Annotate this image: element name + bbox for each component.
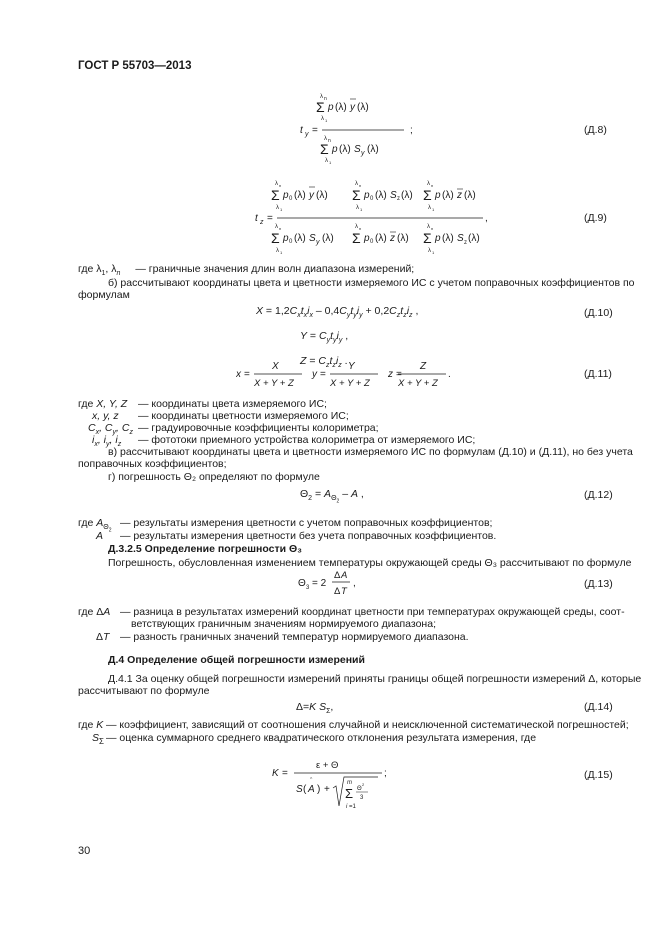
where-lambda-line: где $\lambda_1$, $\lambda_n$ — граничные значения длин волн диапазона измерений; <box>78 263 415 278</box>
eq-number-d13: (Д.13) <box>584 578 613 590</box>
eq-number-d10: (Д.10) <box>584 307 613 319</box>
svg-text:n: n <box>324 96 327 102</box>
svg-text:S: S <box>309 233 316 244</box>
def-xyz-lower: x, y, z — координаты цветности измеряемого ИС; <box>92 410 349 422</box>
svg-text:=: = <box>312 125 318 136</box>
svg-text:0: 0 <box>289 239 293 245</box>
svg-text:0: 0 <box>370 196 374 202</box>
svg-text:λ: λ <box>275 181 278 187</box>
svg-text:λ: λ <box>355 181 358 187</box>
svg-text:p: p <box>328 102 334 113</box>
svg-text:Σ: Σ <box>320 141 329 157</box>
eq-number-d8: (Д.8) <box>584 124 607 136</box>
svg-text:(λ): (λ) <box>442 233 454 244</box>
svg-text:y: y <box>350 102 355 113</box>
svg-text:Z: Z <box>420 361 427 372</box>
svg-text:Δ: Δ <box>334 570 341 581</box>
svg-text:n: n <box>431 226 434 231</box>
def-c: $C_x$, $C_y$, $C_z$ — градуировочные коэффициенты колориметра; <box>88 422 379 437</box>
svg-text:p: p <box>283 190 289 201</box>
svg-text:λ: λ <box>427 224 430 230</box>
svg-text:=: = <box>282 768 288 779</box>
svg-text:1: 1 <box>325 118 328 123</box>
svg-text:1: 1 <box>432 207 435 212</box>
svg-text:1: 1 <box>329 160 332 165</box>
svg-text:S: S <box>390 190 397 201</box>
formula-d15 <box>272 758 392 818</box>
svg-text:A: A <box>341 570 348 581</box>
svg-text:X + Y + Z: X + Y + Z <box>254 378 294 389</box>
item-b: б) рассчитывают координаты цвета и цветности измеряемого ИС с учетом поправочных коэффициентов по <box>108 277 635 289</box>
def-a-theta: где $A_{\Theta_2}$ — результаты измерения цветности с учетом поправочных коэффициентов; <box>78 517 493 534</box>
svg-text:(λ): (λ) <box>294 233 306 244</box>
svg-text:Δ: Δ <box>334 586 341 597</box>
svg-text:n: n <box>279 226 282 231</box>
svg-text:(λ): (λ) <box>468 233 480 244</box>
svg-text:i: i <box>346 804 348 810</box>
svg-text:λ: λ <box>428 205 431 211</box>
svg-text:K: K <box>272 768 279 779</box>
svg-text:p: p <box>283 233 289 244</box>
svg-text:= 2: = 2 <box>312 578 327 589</box>
svg-text:m: m <box>347 780 352 786</box>
svg-text:x: x <box>236 369 241 380</box>
svg-text:y: y <box>361 150 365 157</box>
svg-text:Σ: Σ <box>423 230 432 246</box>
svg-text:;: ; <box>384 768 387 779</box>
svg-text:1: 1 <box>360 207 363 212</box>
svg-text:λ: λ <box>428 248 431 254</box>
svg-text:1: 1 <box>280 250 283 254</box>
svg-text:+: + <box>324 784 330 795</box>
svg-text:ˆ: ˆ <box>310 778 313 785</box>
svg-text:(λ): (λ) <box>375 233 387 244</box>
svg-text:Σ: Σ <box>345 786 354 801</box>
svg-text:X + Y + Z: X + Y + Z <box>330 378 370 389</box>
svg-text:n: n <box>431 183 434 188</box>
svg-text:=1: =1 <box>349 804 356 810</box>
svg-text:,: , <box>485 213 488 224</box>
svg-text:(λ): (λ) <box>322 233 334 244</box>
svg-text:(λ): (λ) <box>401 190 413 201</box>
def-k: где K — коэффициент, зависящий от соотношения случайной и неисключенной систематической погрешностей; <box>78 719 629 731</box>
def-s-sum: $S_\Sigma$ — оценка суммарного среднего квадратического отклонения результата измерения, где <box>92 732 537 747</box>
svg-text:S: S <box>296 784 303 795</box>
svg-text:Σ: Σ <box>352 230 361 246</box>
svg-text:ε + Θ: ε + Θ <box>316 760 339 771</box>
formula-d10: $X = 1,2C_xt_xi_x - 0,4C_yt_yi_y + 0,2C_zt_zi_z$ , $Y = C_yt_yi_y$ , $Z = C_zt_zi_z$ . <box>256 305 419 370</box>
def-delta-a: где ΔA — разница в результатах измерений координат цветности при температурах окружающей среды, соот- <box>78 606 625 618</box>
document-header: ГОСТ Р 55703—2013 <box>78 60 192 72</box>
svg-text:X + Y + Z: X + Y + Z <box>398 378 438 389</box>
svg-text:n: n <box>359 183 362 188</box>
svg-text:(λ): (λ) <box>294 190 306 201</box>
svg-text:y: y <box>309 190 314 201</box>
svg-text:y: y <box>305 131 309 138</box>
def-xyz-upper: где X, Y, Z — координаты цвета измеряемого ИС; <box>78 398 327 410</box>
svg-text:z: z <box>457 190 462 201</box>
svg-text:X: X <box>272 361 279 372</box>
formula-d13 <box>298 568 378 600</box>
formula-d8 <box>300 90 450 165</box>
item-v-cont: поправочных коэффициентов; <box>78 458 227 470</box>
svg-text:z: z <box>390 233 395 244</box>
svg-text:(λ): (λ) <box>464 190 476 201</box>
svg-text:z: z <box>388 369 393 380</box>
svg-text:p: p <box>435 190 441 201</box>
svg-text:,: , <box>353 578 356 589</box>
svg-text:z: z <box>464 240 467 246</box>
svg-text:.: . <box>448 369 451 380</box>
eq-number-d9: (Д.9) <box>584 212 607 224</box>
svg-text:=: = <box>267 213 273 224</box>
svg-text:p: p <box>332 144 338 155</box>
svg-text:Σ: Σ <box>271 187 280 203</box>
svg-text:(λ): (λ) <box>397 233 409 244</box>
svg-text:Θ: Θ <box>298 578 306 589</box>
svg-text:0: 0 <box>370 239 374 245</box>
svg-text:t: t <box>300 125 303 136</box>
eq-number-d15: (Д.15) <box>584 769 613 781</box>
svg-text:Y: Y <box>348 361 355 372</box>
svg-text:n: n <box>328 138 331 144</box>
svg-text:z: z <box>397 196 400 202</box>
def-delta-t: ΔT — разность граничных значений температур нормируемого диапазона. <box>96 631 469 643</box>
svg-text:z: z <box>260 219 264 226</box>
d41-cont: рассчитывают по формуле <box>78 685 210 697</box>
svg-text:S: S <box>457 233 464 244</box>
svg-text:Θ: Θ <box>357 786 362 792</box>
svg-text:A: A <box>308 784 315 795</box>
formula-d12: $\Theta_2 = A_{\Theta_2} - A$ , <box>300 488 364 505</box>
svg-text:T: T <box>341 586 347 597</box>
svg-text:(λ): (λ) <box>375 190 387 201</box>
svg-text:y: y <box>316 239 320 246</box>
svg-text:S: S <box>354 144 361 155</box>
svg-text:(λ): (λ) <box>357 102 369 113</box>
svg-text:(λ): (λ) <box>367 144 379 155</box>
svg-text:λ: λ <box>325 158 328 164</box>
svg-text:t: t <box>255 213 258 224</box>
svg-text:λ: λ <box>276 205 279 211</box>
svg-text:(: ( <box>303 784 307 795</box>
def-delta-a-cont: ветствующих граничным значениям нормируемого диапазона; <box>131 618 436 630</box>
eq-number-d11: (Д.11) <box>584 368 612 380</box>
svg-text:λ: λ <box>427 181 430 187</box>
svg-text:y: y <box>312 369 317 380</box>
svg-text:=: = <box>320 369 326 380</box>
svg-text:(λ): (λ) <box>335 102 347 113</box>
svg-text:(λ): (λ) <box>339 144 351 155</box>
item-b-cont: формулам <box>78 289 130 301</box>
svg-text:1: 1 <box>280 207 283 212</box>
svg-text:3: 3 <box>306 585 310 591</box>
svg-text:λ: λ <box>324 136 327 142</box>
svg-text:λ: λ <box>276 248 279 254</box>
svg-text:Σ: Σ <box>316 99 325 115</box>
svg-text:n: n <box>279 183 282 188</box>
svg-text:Σ: Σ <box>271 230 280 246</box>
svg-text:(λ): (λ) <box>442 190 454 201</box>
svg-text:p: p <box>435 233 441 244</box>
svg-text:;: ; <box>410 125 413 136</box>
svg-text:λ: λ <box>320 94 323 100</box>
section-d325-heading: Д.3.2.5 Определение погрешности Θ₃ <box>108 543 302 555</box>
svg-text:=: = <box>244 369 250 380</box>
eq-number-d12: (Д.12) <box>584 489 613 501</box>
svg-text:2: 2 <box>362 782 365 787</box>
def-a: A — результаты измерения цветности без учета поправочных коэффициентов. <box>96 530 497 542</box>
formula-d9 <box>255 176 495 254</box>
svg-text:1: 1 <box>432 250 435 254</box>
formula-d14: Δ=K $S_\Sigma$, <box>296 701 334 716</box>
def-i: $i_x$, $i_y$, $i_z$ — фототоки приемного устройства колориметра от измеряемого ИС; <box>92 434 476 449</box>
svg-text:=: = <box>396 369 402 380</box>
svg-text:): ) <box>317 784 321 795</box>
svg-text:λ: λ <box>275 224 278 230</box>
eq-number-d14: (Д.14) <box>584 701 613 713</box>
svg-text:λ: λ <box>356 205 359 211</box>
page-number: 30 <box>78 845 91 857</box>
section-d4-heading: Д.4 Определение общей погрешности измерений <box>108 654 365 666</box>
item-v: в) рассчитывают координаты цвета и цветности измеряемого ИС по формулам (Д.10) и (Д.11), но без учета <box>108 446 633 458</box>
svg-text:0: 0 <box>289 196 293 202</box>
formula-d11 <box>236 358 456 392</box>
svg-text:λ: λ <box>321 116 324 122</box>
d325-text: Погрешность, обусловленная изменением температуры окружающей среды Θ₃ рассчитывают по формуле <box>108 557 632 569</box>
svg-text:3: 3 <box>360 795 364 801</box>
svg-text:p: p <box>364 233 370 244</box>
svg-text:Σ: Σ <box>352 187 361 203</box>
svg-text:λ: λ <box>355 224 358 230</box>
svg-text:Σ: Σ <box>423 187 432 203</box>
svg-text:p: p <box>364 190 370 201</box>
svg-text:(λ): (λ) <box>316 190 328 201</box>
item-g: г) погрешность Θ₂ определяют по формуле <box>108 471 320 483</box>
svg-text:n: n <box>359 226 362 231</box>
d41-text: Д.4.1 За оценку общей погрешности измерений приняты границы общей погрешности измерений Δ, которые <box>108 673 642 685</box>
